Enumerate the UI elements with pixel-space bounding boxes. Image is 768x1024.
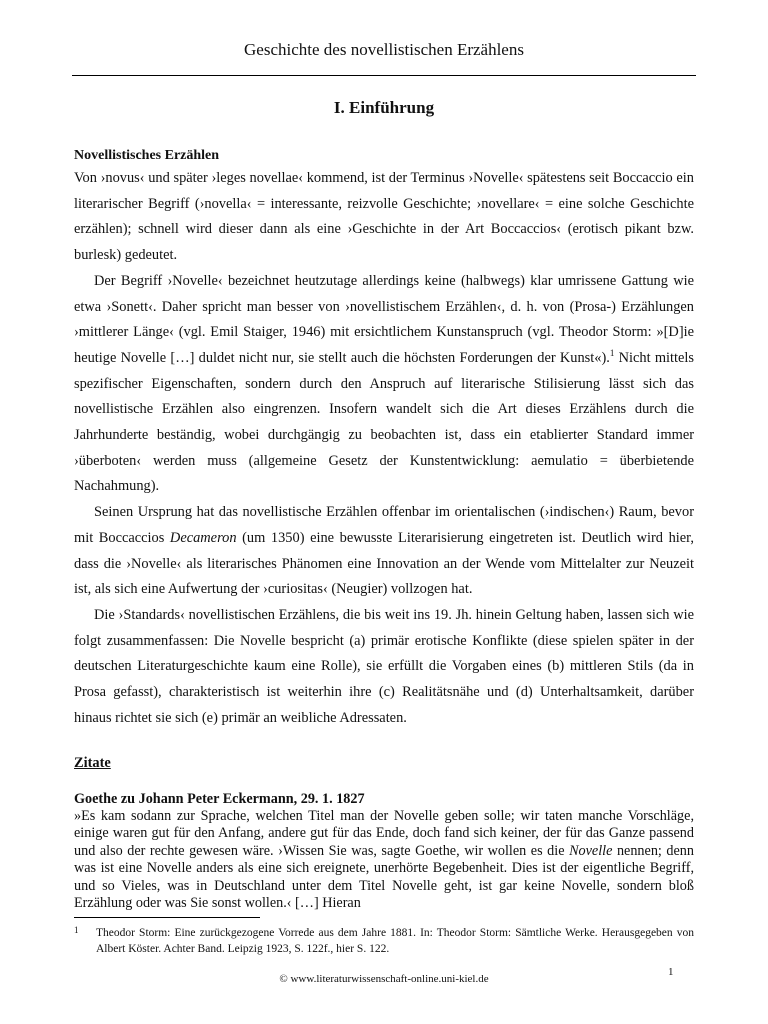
quote-block <box>74 790 694 912</box>
header-rule <box>72 75 696 76</box>
paragraph-3 <box>74 500 694 603</box>
chapter-title: I. Einführung <box>333 98 435 117</box>
paragraph-3-text-b: (um 1350) eine bewusste Literarisierung eingetreten ist. Deutlich wird hier, dass die ›Novelle‹ als literarisches Phänomen eine Innovation an der Wende vom Mittelalter zur Neuzeit ist, als sich eine Aufwertung der ›curiositas‹ (Neugier) vollzogen hat. <box>74 529 694 598</box>
paragraph-2-text-b: Nicht mittels spezifischer Eigenschaften, sondern durch den Anspruch auf literarische Stilisierung lässt sich das novellistische Erzählen also eingrenzen. Insofern wandelt sich die Art dieses Erzählens durch die Jahrhunderte beständig, wobei durchgängig zu beobachten ist, dass ein etablierter Standard immer ›überboten‹ werden muss (allgemeine Gesetz der Kunstentwicklung: aemulatio = überbietende Nachahmung). <box>74 349 694 495</box>
quote-text-b: nennen; denn was ist eine Novelle anders als eine sich ereignete, unerhörte Begebenheit. Dies ist der eigentliche Begriff, und so Vieles, was in Deutschland unter dem Titel Novelle geht, ist gar keine Novelle, sondern bloß Erzählung oder was Sie sonst wollen.‹ […] Hieran <box>74 842 694 912</box>
quote-heading: Goethe zu Johann Peter Eckermann, 29. 1. 1827 <box>74 791 365 807</box>
footnote-text: Theodor Storm: Eine zurückgezogene Vorrede aus dem Jahre 1881. In: Theodor Storm: Sämtliche Werke. Herausgegeben von Albert Köster. Achter Band. Leipzig 1923, S. 122f., hier S. 122. <box>96 927 694 955</box>
footnote-reference[interactable]: 1 <box>609 348 615 359</box>
quote-text-a: »Es kam sodann zur Sprache, welchen Titel man der Novelle geben solle; wir taten manche Vorschläge, einige waren gut für den Anfang, andere gut für das Ende, doch fand sich keiner, der für das Ganze passend und also der rechte gewesen wäre. ›Wissen Sie was, sagte Goethe, wir wollen es die <box>74 808 694 859</box>
footnote-number: 1 <box>74 925 79 935</box>
quote-text <box>74 808 694 912</box>
quote-novelle-em: Novelle <box>569 842 613 859</box>
footer-link[interactable]: © www.literaturwissenschaft-online.uni-kiel.de <box>279 973 489 985</box>
paragraph-2-text-a: Der Begriff ›Novelle‹ bezeichnet heutzutage allerdings keine (halbwegs) klar umrissene Gattung wie etwa ›Sonett‹. Daher spricht man besser von ›novellistischem Erzählen‹, d. h. von (Prosa-) Erzählungen ›mittlerer Länge‹ (vgl. Emil Staiger, 1946) mit ersichtlichem Kunstanspruch (vgl. Theodor Storm: »[D]ie heutige Novelle […] duldet nicht nur, sie stellt auch die höchsten Forderungen der Kunst«). <box>74 272 694 366</box>
paragraph-1: Von ›novus‹ und später ›leges novellae‹ kommend, ist der Terminus ›Novelle‹ spätestens seit Boccaccio ein literarischer Begriff (›novella‹ = interessante, reizvolle Geschichte; ›novellare‹ = eine solche Geschichte erzählen); schnell wird dieser dann als eine ›Geschichte in der Art Boccaccios‹ (erotisch pikant bzw. burlesk) gedeutet. <box>74 170 694 264</box>
paragraph-4: Die ›Standards‹ novellistischen Erzählens, die bis weit ins 19. Jh. hinein Geltung haben, lassen sich wie folgt zusammenfassen: Die Novelle bespricht (a) primär erotische Konflikte (diese spielen später in der deutschen Literaturgeschichte kaum eine Rolle), sie erfüllt die Vorgaben eines (b) mittleren Stils (da in Prosa gefasst), charakteristisch ist weiterhin ihre (c) Realitätsnähe und (d) Unterhaltsamkeit, darüber hinaus richtet sie sich (e) primär an weibliche Adressaten. <box>74 606 694 726</box>
page-number: 1 <box>668 966 674 978</box>
zitate-heading: Zitate <box>74 755 111 771</box>
decameron-title: Decameron <box>169 529 237 546</box>
section-novellistisches-erzaehlen <box>74 146 694 731</box>
paragraph-3-text-a: Seinen Ursprung hat das novellistische Erzählen offenbar im orientalischen (›indischen‹) Raum, bevor mit Boccaccios <box>74 504 694 546</box>
footnote <box>74 925 694 957</box>
section-heading: Novellistisches Erzählen <box>74 148 220 163</box>
paragraph-2 <box>74 269 694 500</box>
running-header: Geschichte des novellistischen Erzählens <box>244 40 524 59</box>
footnote-rule <box>74 917 260 918</box>
